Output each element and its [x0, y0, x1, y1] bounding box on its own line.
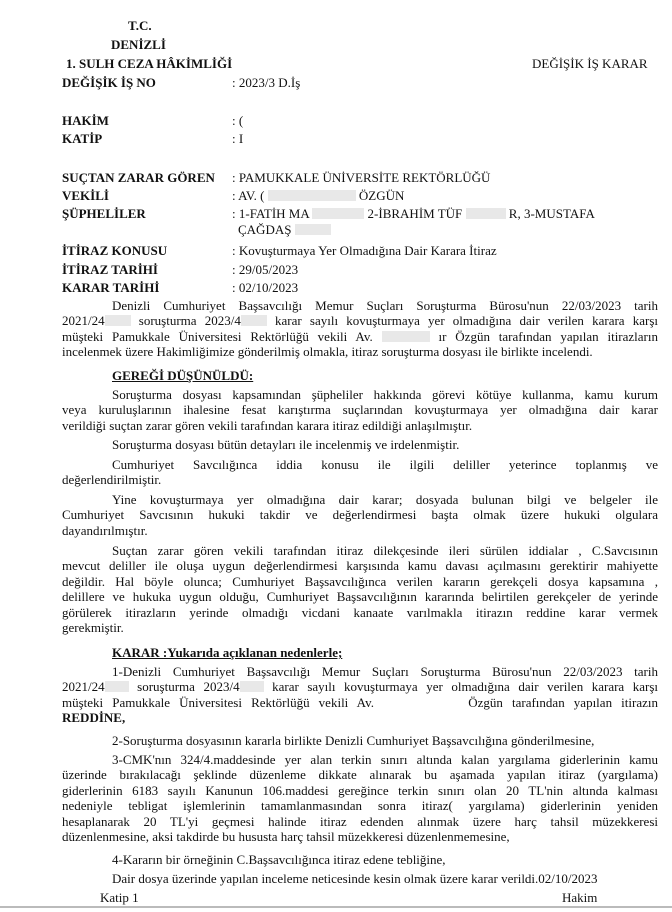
supheliler-value-line2	[238, 222, 331, 238]
supheliler-value-d: ÇAĞDAŞ	[238, 222, 292, 237]
p5-line: değildir. Hal böyle olunca; Cumhuriyet Başsavcılığınca verilen kararın gerekçeli dosya kapsamına ,	[62, 573, 658, 589]
k1-fragment: karar sayılı kovuşturmaya yer olmadığına dair verilen karara karşı	[272, 679, 658, 695]
redaction	[105, 315, 131, 326]
vekili-value-b: ÖZGÜN	[358, 188, 405, 203]
gerekce-p2: Soruşturma dosyası bütün detayları ile incelenmiş ve irdelenmiştir.	[112, 437, 460, 452]
p3-line: Cumhuriyet Savcılığınca iddia konusu ile ilgili deliller yeterince toplanmış ve	[112, 457, 658, 472]
p5-line: Suçtan zarar gören vekili tarafından itiraz dilekçesinde ileri sürülen iddialar , C.Savcısının	[112, 543, 658, 558]
itiraz-tarihi-label: İTİRAZ TARİHİ	[62, 262, 158, 277]
itiraz-konusu-value: : Kovuşturmaya Yer Olmadığına Dair Karara İtiraz	[232, 243, 497, 258]
p5-line: görülerek itirazların yerinde olmadığı vicdani kanaate varılmakla itirazın reddine karar vermek	[62, 604, 658, 620]
k1-line: REDDİNE,	[62, 710, 126, 726]
intro-line: Denizli Cumhuriyet Başsavcılığı Memur Suçları Soruşturma Bürosu'nun 22/03/2023 tarih	[112, 298, 658, 313]
redaction	[268, 190, 356, 201]
k1-fragment: müşteki Pamukkale Üniversitesi Rektörlüğü vekili Av.	[62, 694, 375, 710]
intro-fragment: ır Özgün tarafından yapılan itirazların	[438, 328, 658, 344]
k1-fragment: soruşturma 2023/4	[137, 679, 240, 695]
karar-item-3	[62, 752, 658, 844]
k3-line: hesaplanarak 20 TL'yi geçmesi halinde itiraz edenden alınmak üzere harç tahsil müzekkeresi	[62, 813, 658, 829]
k3-line: 3-CMK'nın 324/4.maddesinde yer alan terkin sınırı altında kalan yargılama giderlerinin kamu	[112, 752, 658, 767]
supheliler-value-c: R, 3-MUSTAFA	[508, 206, 595, 221]
supheliler-label: ŞÜPHELİLER	[62, 206, 146, 221]
hakim-label: HAKİM	[62, 113, 109, 128]
p1-line: veya kuruluşlarının ihalesine fesat karıştırma suçlarından kovuşturmaya yer olmadığına dair karar	[62, 402, 658, 418]
header-city: DENİZLİ	[111, 37, 166, 52]
header-doc-type: DEĞİŞİK İŞ KARAR	[532, 56, 648, 71]
k1-fragment: 2021/24	[62, 679, 105, 695]
p5-line: delillere ve hukuka uygun olduğu, Cumhuriyet Başsavcılığının kararında belirtilen gerekçeler de yerinde	[62, 589, 658, 605]
redaction	[105, 681, 129, 692]
karar-item-1	[62, 664, 658, 726]
karar-tarihi-value: : 02/10/2023	[232, 280, 299, 295]
k3-line: üzerinde bırakılacağı şeklinde düzenleme dikkate alınarak bu aşamada yapılan itiraz (yargılama)	[62, 767, 658, 783]
p4-line: Yine kovuşturmaya yer olmadığına dair karar; dosyada bulunan bilgi ve belgeler ile	[112, 492, 658, 507]
k3-line: giderlerinin 6183 sayılı Kanunun 106.maddesi gereğince terkin sınırı olan 20 TL'nin altında kalması	[62, 782, 658, 798]
p1-line: verildiği suçtan zarar gören vekili tarafından karara itiraz edildiği anlaşılmıştır.	[62, 417, 473, 433]
is-no-label: DEĞİŞİK İŞ NO	[62, 75, 156, 90]
k1-line	[62, 695, 658, 710]
karar-closing: Dair dosya üzerinde yapılan inceleme neticesinde kesin olmak üzere karar verildi.02/10/2023	[112, 871, 598, 886]
signature-katip: Katip 1	[100, 890, 139, 905]
itiraz-tarihi-value: : 29/05/2023	[232, 262, 299, 277]
karar-tarihi-label: KARAR TARİHİ	[62, 280, 160, 295]
gerekce-p4	[62, 492, 658, 538]
supheliler-value-b: 2-İBRAHİM TÜF	[367, 206, 463, 221]
vekili-label: VEKİLİ	[62, 188, 109, 203]
karar-item-4: 4-Kararın bir örneğinin C.Başsavcılığınca itiraz edene tebliğine,	[112, 852, 446, 867]
gerekce-p5	[62, 543, 658, 635]
k3-line: nedeniyle tebligat işlemlerinin tamamlanmasından sonra itiraz( yargılama) giderlerinin yeniden	[62, 798, 658, 814]
gerekce-heading: GEREĞİ DÜŞÜNÜLDÜ:	[112, 368, 254, 383]
intro-paragraph	[62, 298, 658, 360]
redaction	[312, 208, 364, 219]
magdur-value: : PAMUKKALE ÜNİVERSİTE REKTÖRLÜĞÜ	[232, 170, 491, 185]
hakim-value: : (	[232, 113, 244, 128]
vekili-value-a: : AV. (	[232, 188, 265, 203]
header-tc: T.C.	[128, 18, 152, 33]
header-court: 1. SULH CEZA HÂKİMLİĞİ	[66, 56, 233, 71]
p5-line: gerekmiştir.	[62, 620, 124, 636]
k3-line: düzenlenmesine, aksi takdirde bu hususta harç tahsil müzekkeresi düzenlenmemesine,	[62, 829, 510, 845]
gerekce-p1	[62, 387, 658, 433]
signature-hakim: Hakim	[562, 890, 598, 905]
katip-value: : I	[232, 131, 244, 146]
redaction	[382, 331, 430, 342]
k1-line	[62, 679, 658, 694]
k1-fragment: Özgün tarafından yapılan itirazın	[468, 694, 658, 710]
intro-fragment: müşteki Pamukkale Üniversitesi Rektörlüğü vekili Av.	[62, 328, 373, 344]
k1-line: 1-Denizli Cumhuriyet Başsavcılığı Memur Suçları Soruşturma Bürosu'nun 22/03/2023 tarih	[112, 664, 658, 679]
magdur-label: SUÇTAN ZARAR GÖREN	[62, 170, 215, 185]
intro-fragment: karar sayılı kovuşturmaya yer olmadığına dair verilen karara karşı	[275, 313, 659, 329]
redaction	[295, 224, 331, 235]
intro-line	[62, 313, 658, 328]
karar-heading: KARAR :Yukarıda açıklanan nedenlerle;	[112, 645, 343, 660]
redaction	[240, 681, 264, 692]
p1-line: Soruşturma dosyası kapsamından şüpheliler hakkında görevi kötüye kullanma, kamu kurum	[112, 387, 658, 402]
intro-fragment: soruşturma 2023/4	[138, 313, 241, 329]
redaction	[383, 697, 459, 708]
page-bottom-edge	[0, 906, 672, 908]
supheliler-value	[232, 206, 595, 222]
karar-item-2: 2-Soruşturma dosyasının kararla birlikte Denizli Cumhuriyet Başsavcılığına gönderilmesine,	[112, 733, 595, 748]
p5-line: mevcut deliller ile oluşa uygun değerlendirmesi karşısında kamu davası açılmasını gerektirir mahiyette	[62, 558, 658, 574]
redaction	[466, 208, 506, 219]
intro-fragment: 2021/24	[62, 313, 105, 329]
p4-line: dayandırılmıştır.	[62, 522, 148, 538]
p4-line: Cumhuriyet Savcısının hukuki takdir ve değerlendirmesi başta olmak üzere hukuki olgulara	[62, 507, 658, 523]
intro-line: incelenmek üzere Hakimliğimize gönderilmiş olmakla, itiraz soruşturma dosyası ile birlikte incelendi.	[62, 344, 593, 360]
gerekce-p3	[62, 457, 658, 488]
itiraz-konusu-label: İTİRAZ KONUSU	[62, 243, 168, 258]
katip-label: KATİP	[62, 131, 103, 146]
intro-line	[62, 329, 658, 344]
is-no-value: : 2023/3 D.İş	[232, 75, 301, 90]
supheliler-value-a: : 1-FATİH MA	[232, 206, 310, 221]
redaction	[241, 315, 267, 326]
p3-line: değerlendirilmiştir.	[62, 472, 162, 488]
vekili-value	[232, 188, 404, 204]
